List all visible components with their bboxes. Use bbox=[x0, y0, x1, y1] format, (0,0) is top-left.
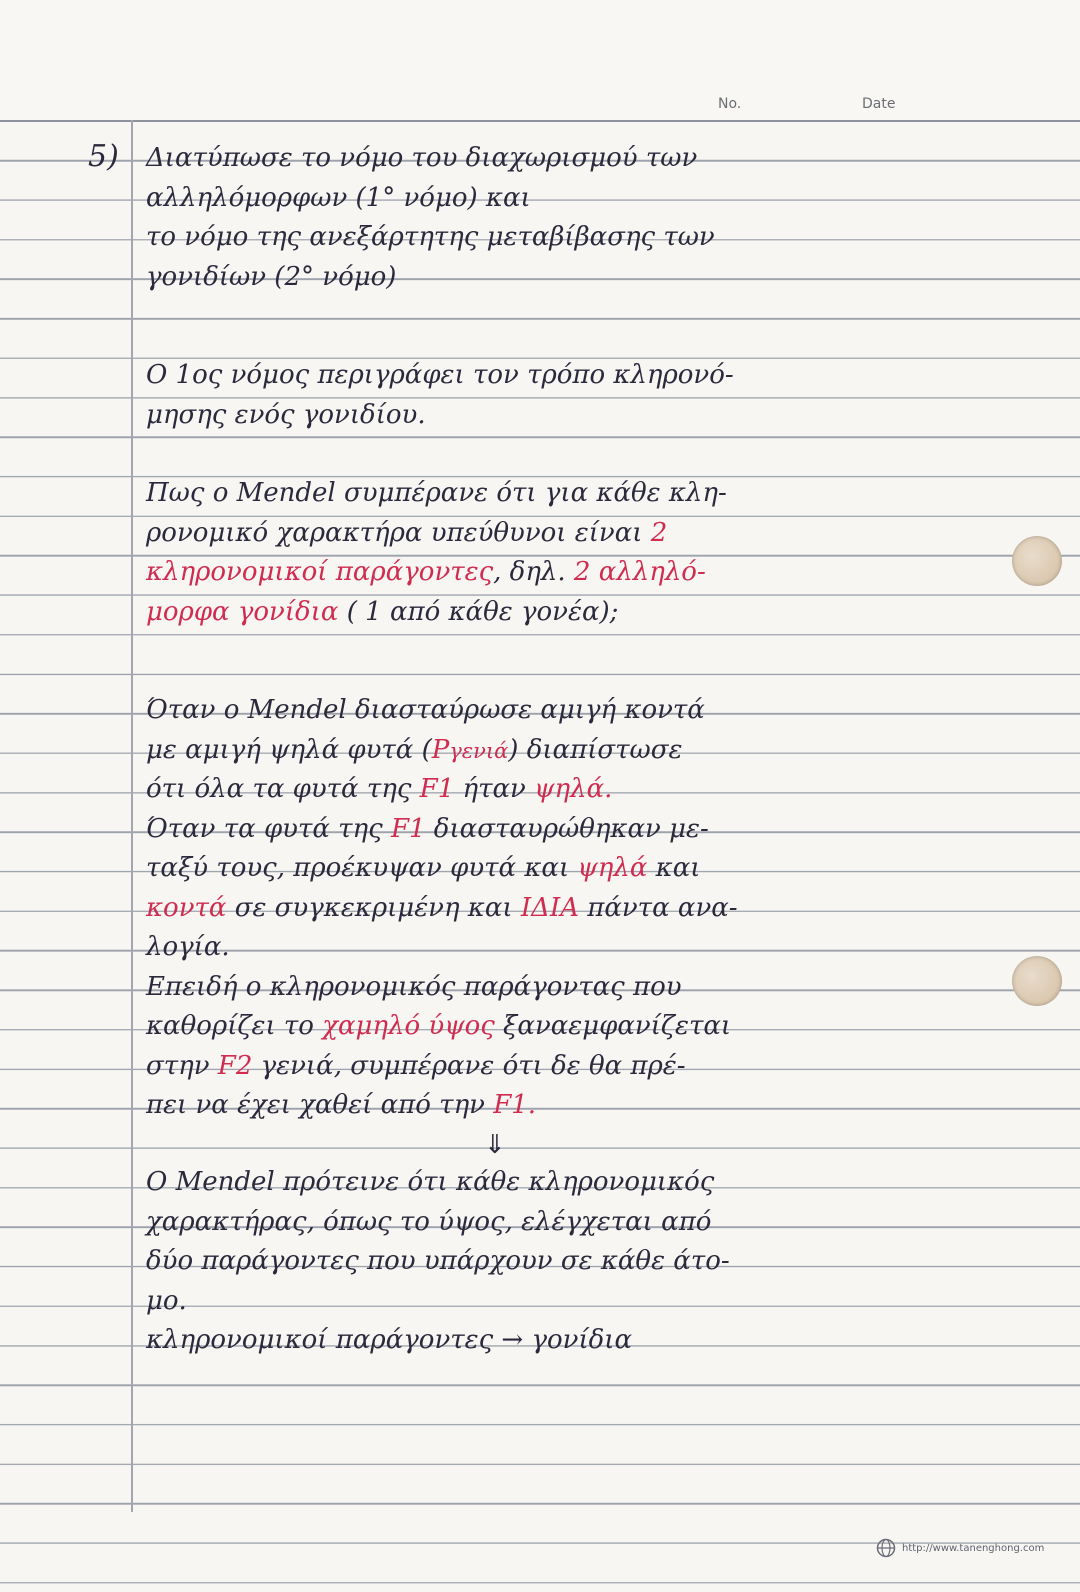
question-line: αλληλόμορφων (1° νόμο) και bbox=[146, 182, 531, 213]
mendel-proposal bbox=[146, 1163, 1066, 1361]
text-run: ) διαπίστωσε bbox=[508, 734, 683, 765]
text-run: , δηλ. bbox=[493, 557, 574, 587]
answer-line bbox=[146, 1047, 1066, 1087]
date-label: Date bbox=[862, 96, 896, 112]
header-divider bbox=[0, 120, 1080, 122]
first-law-answer bbox=[146, 356, 1066, 435]
text-run: πάντα ανα- bbox=[578, 892, 738, 923]
answer-line bbox=[146, 1007, 1066, 1047]
text-run: ξαναεμφανίζεται bbox=[494, 1011, 732, 1041]
page-header bbox=[0, 0, 1080, 122]
text-run: ότι όλα τα φυτά της bbox=[146, 774, 420, 804]
answer-line: μο. bbox=[146, 1285, 187, 1316]
text-run: με αμιγή ψηλά φυτά ( bbox=[146, 734, 432, 765]
highlight-text: 2 bbox=[650, 517, 668, 548]
answer-line bbox=[146, 849, 1066, 889]
answer-line bbox=[146, 889, 1066, 929]
highlight-text: γενιά bbox=[449, 738, 509, 763]
highlight-text: P bbox=[431, 734, 450, 765]
highlight-text: 2 αλληλό- bbox=[573, 557, 706, 587]
text-run: ήταν bbox=[454, 774, 535, 804]
highlight-text: χαμηλό ύψος bbox=[322, 1011, 495, 1041]
answer-line: Επειδή ο κληρονομικός παράγοντας που bbox=[146, 971, 682, 1002]
text-run: διασταυρώθηκαν με- bbox=[425, 813, 709, 844]
highlight-text: ψηλά. bbox=[534, 774, 613, 804]
answer-line bbox=[146, 1086, 1066, 1126]
highlight-text: κοντά bbox=[146, 892, 227, 923]
question-text bbox=[146, 139, 1066, 297]
answer-line bbox=[146, 810, 1066, 850]
highlight-text: μορφα γονίδια bbox=[146, 596, 339, 627]
text-run: ρονομικό χαρακτήρα υπεύθυνοι είναι bbox=[146, 517, 651, 548]
highlight-text: F1. bbox=[493, 1090, 537, 1120]
answer-line bbox=[146, 731, 1066, 771]
double-down-arrow-icon: ⇓ bbox=[484, 1130, 506, 1160]
answer-line: χαρακτήρας, όπως το ύψος, ελέγχεται από bbox=[146, 1206, 712, 1237]
answer-line: δύο παράγοντες που υπάρχουν σε κάθε άτο- bbox=[146, 1246, 730, 1276]
watermark bbox=[876, 1538, 1044, 1558]
answer-line bbox=[146, 553, 1066, 593]
highlight-text: κληρονομικοί παράγοντες bbox=[146, 557, 494, 587]
text-run: ( 1 από κάθε γονέα); bbox=[338, 596, 619, 627]
question-line: Διατύπωσε το νόμο του διαχωρισμού των bbox=[146, 143, 698, 173]
text-run: Όταν τα φυτά της bbox=[146, 813, 391, 844]
answer-line bbox=[146, 770, 1066, 810]
answer-line: Ο Mendel πρότεινε ότι κάθε κληρονομικός bbox=[146, 1167, 715, 1197]
answer-line: Όταν ο Mendel διασταύρωσε αμιγή κοντά bbox=[146, 695, 705, 725]
answer-line: Πως ο Mendel συμπέρανε ότι για κάθε κλη- bbox=[146, 478, 727, 508]
watermark-text: http://www.tanenghong.com bbox=[902, 1542, 1045, 1554]
answer-line: κληρονομικοί παράγοντες → γονίδια bbox=[146, 1325, 633, 1355]
highlight-text: ψηλά bbox=[577, 853, 648, 883]
text-run: πει να έχει χαθεί από την bbox=[146, 1090, 494, 1120]
highlight-text: F1 bbox=[419, 774, 455, 804]
highlight-text: F2 bbox=[217, 1050, 253, 1081]
binder-hole bbox=[1012, 956, 1062, 1006]
answer-line: λογία. bbox=[146, 932, 230, 962]
question-number: 5) bbox=[88, 139, 119, 174]
text-run: και bbox=[647, 853, 701, 883]
binder-hole bbox=[1012, 536, 1062, 586]
text-run: καθορίζει το bbox=[146, 1011, 323, 1041]
answer-line bbox=[146, 593, 1066, 633]
question-line: γονιδίων (2° νόμο) bbox=[146, 261, 397, 292]
answer-line: μησης ενός γονιδίου. bbox=[146, 399, 426, 430]
highlight-text: ΙΔΙΑ bbox=[520, 892, 579, 923]
margin-line bbox=[131, 120, 133, 1512]
question-line: το νόμο της ανεξάρτητης μεταβίβασης των bbox=[146, 222, 715, 252]
no-label: No. bbox=[718, 96, 742, 112]
globe-icon bbox=[876, 1538, 896, 1558]
text-run: σε συγκεκριμένη και bbox=[226, 892, 521, 923]
mendel-conclusion-question bbox=[146, 474, 1066, 632]
answer-line bbox=[146, 514, 1066, 554]
mendel-experiment-explanation bbox=[146, 691, 1066, 1126]
highlight-text: F1 bbox=[390, 813, 426, 844]
text-run: ταξύ τους, προέκυψαν φυτά και bbox=[146, 853, 578, 883]
text-run: γενιά, συμπέρανε ότι δε θα πρέ- bbox=[252, 1050, 686, 1081]
answer-line: Ο 1ος νόμος περιγράφει τον τρόπο κληρονό- bbox=[146, 360, 734, 390]
text-run: στην bbox=[146, 1050, 218, 1081]
